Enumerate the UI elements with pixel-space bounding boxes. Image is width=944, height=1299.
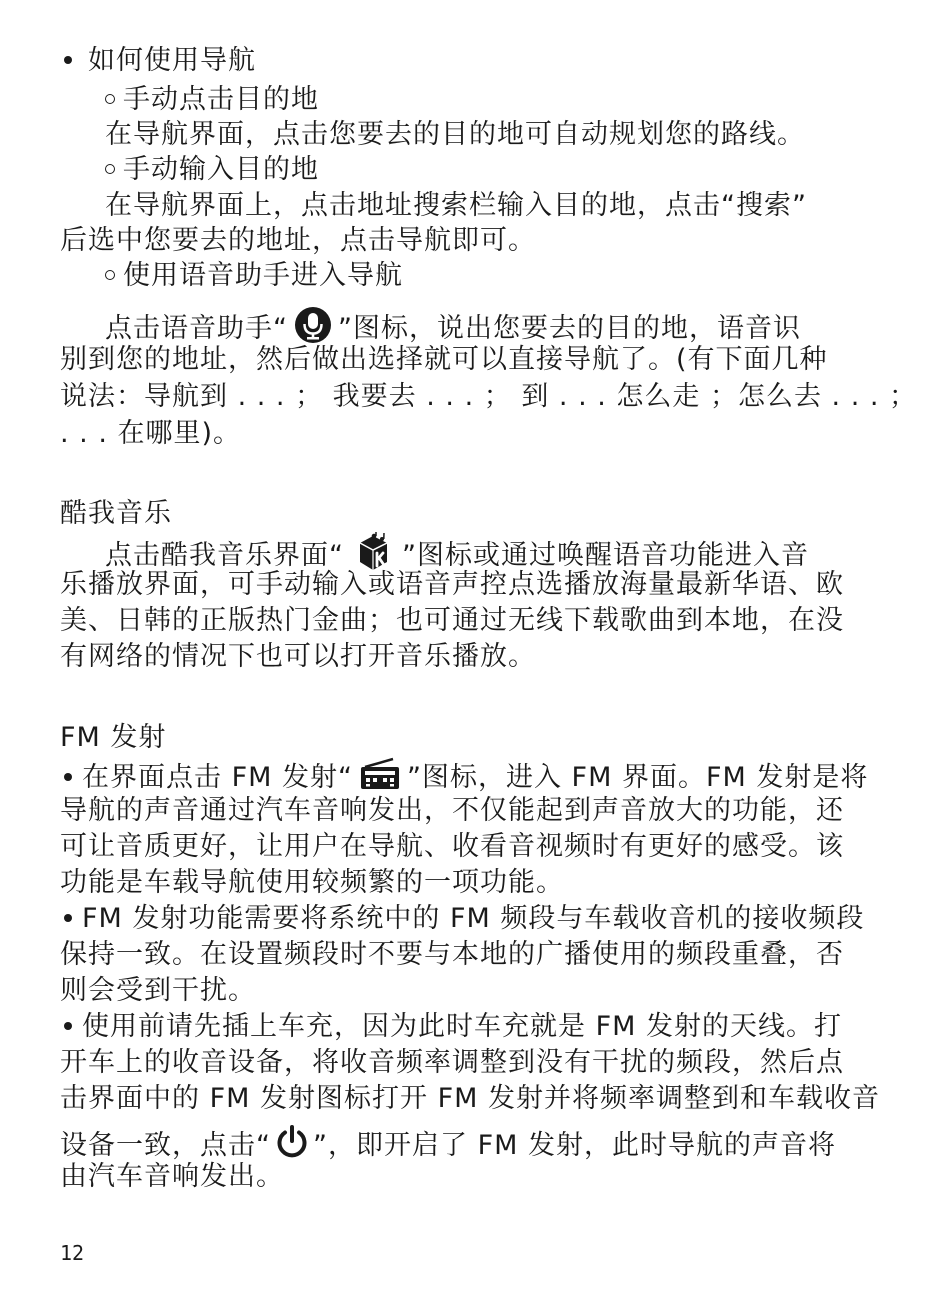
nav-heading: 如何使用导航 [88,45,256,76]
fm-p3-line3: 击界面中的 FM 发射图标打开 FM 发射并将频率调整到和车载收音 [60,1083,880,1114]
fm-p3-line4-b: ”，即开启了 FM 发射，此时导航的声音将 [313,1130,836,1161]
nav-sub2-title: 手动输入目的地 [123,154,319,185]
fm-p1-line3: 可让音质更好，让用户在导航、收看音视频时有更好的感受。该 [60,831,844,862]
fm-p2-line2: 保持一致。在设置频段时不要与本地的广播使用的频段重叠，否 [60,939,844,970]
bullet-dot [64,914,72,922]
nav-sub2-text-line1: 在导航界面上，点击地址搜索栏输入目的地，点击“搜索” [105,190,807,221]
nav-sub3-title-line [103,259,933,293]
bullet-dot [64,1022,72,1030]
fm-p2-line3: 则会受到干扰。 [60,975,256,1006]
bullet-dot [64,56,72,64]
circle-bullet [105,164,115,174]
kuwo-line4: 有网络的情况下也可以打开音乐播放。 [60,641,536,672]
page-number: 12 [60,1241,85,1265]
fm-p1-line1-b: ”图标，进入 FM 界面。FM 发射是将 [406,762,869,793]
nav-sub3-line4: . . . 在哪里)。 [60,418,242,449]
nav-sub1-text: 在导航界面，点击您要去的目的地可自动规划您的路线。 [105,119,805,150]
fm-p1-line2: 导航的声音通过汽车音响发出，不仅能起到声音放大的功能，还 [60,795,844,826]
fm-p2-line1 [60,902,890,936]
kuwo-line2: 乐播放界面，可手动输入或语音声控点选播放海量最新华语、欧 [60,569,844,600]
kuwo-line1-b: ”图标或通过唤醒语音功能进入音 [402,540,809,571]
bullet-dot [64,773,72,781]
circle-bullet [105,270,115,280]
nav-sub1-title-line [103,83,933,117]
nav-sub3-line3: 说法：导航到 . . . ； 我要去 . . . ； 到 . . . 怎么走 ；怎么去 . . . ； [60,381,918,412]
fm-p3-line2: 开车上的收音设备，将收音频率调整到没有干扰的频段，然后点 [60,1047,844,1078]
nav-sub3-line1-a: 点击语音助手“ [105,313,288,344]
nav-sub2-text-line2: 后选中您要去的地址，点击导航即可。 [60,225,536,256]
fm-p3-line1-text: 使用前请先插上车充，因为此时车充就是 FM 发射的天线。打 [82,1011,842,1042]
nav-sub2-title-line [103,153,933,187]
fm-p3-line4-a: 设备一致，点击“ [60,1130,271,1161]
fm-p3-line5: 由汽车音响发出。 [60,1161,284,1192]
circle-bullet [105,94,115,104]
nav-sub3-line1-b: ”图标，说出您要去的目的地，语音识 [338,313,801,344]
nav-sub3-title: 使用语音助手进入导航 [123,260,403,291]
fm-p3-line1 [60,1010,890,1044]
kuwo-line3: 美、日韩的正版热门金曲；也可通过无线下载歌曲到本地，在没 [60,605,844,636]
kuwo-line1-a: 点击酷我音乐界面“ [105,540,344,571]
kuwo-heading: 酷我音乐 [60,498,172,529]
fm-p2-line1-text: FM 发射功能需要将系统中的 FM 频段与车载收音机的接收频段 [82,903,865,934]
fm-heading: FM 发射 [60,722,167,753]
nav-sub3-line2: 别到您的地址，然后做出选择就可以直接导航了。(有下面几种 [60,344,828,375]
fm-p1-line4: 功能是车载导航使用较频繁的一项功能。 [60,867,564,898]
fm-p1-line1-a: 在界面点击 FM 发射“ [82,762,353,793]
nav-heading-line [60,44,890,78]
nav-sub1-title: 手动点击目的地 [123,84,319,115]
